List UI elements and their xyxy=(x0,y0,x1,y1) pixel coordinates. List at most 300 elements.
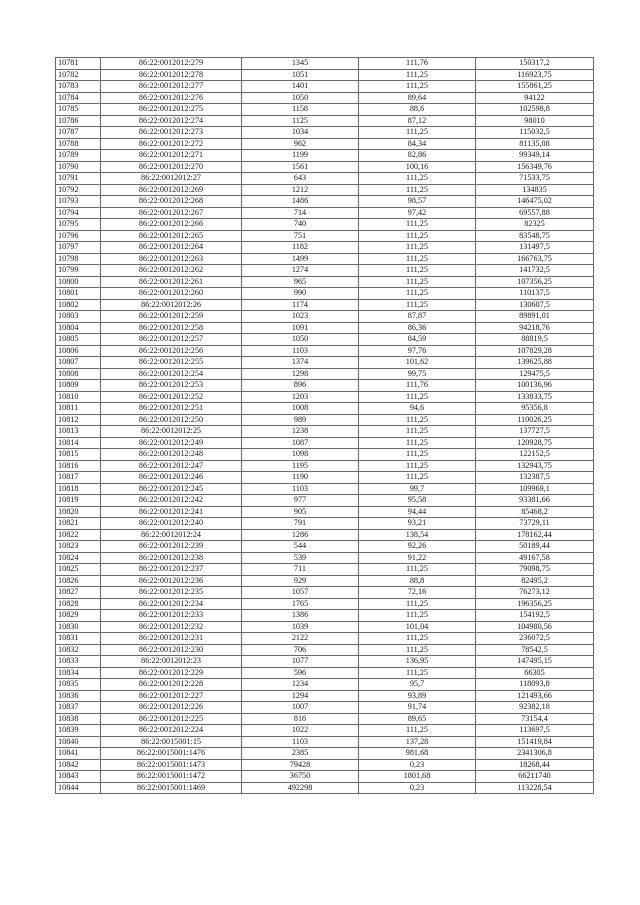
cadastral-value-cell: 18268,44 xyxy=(476,759,594,771)
cadastral-value-cell: 99349,14 xyxy=(476,150,594,162)
cadastral-number-cell: 86:22:0012012:227 xyxy=(101,690,242,702)
unit-value-cell: 84,59 xyxy=(359,334,476,346)
table-row xyxy=(56,150,594,162)
unit-value-cell: 111,25 xyxy=(359,81,476,93)
row-number-cell: 10823 xyxy=(56,541,101,553)
unit-value-cell: 97,76 xyxy=(359,345,476,357)
cadastral-number-cell: 86:22:0012012:26 xyxy=(101,299,242,311)
table-row xyxy=(56,161,594,173)
row-number-cell: 10840 xyxy=(56,736,101,748)
cadastral-value-cell: 82495,2 xyxy=(476,575,594,587)
unit-value-cell: 93,21 xyxy=(359,518,476,530)
cadastral-number-cell: 86:22:0012012:271 xyxy=(101,150,242,162)
cadastral-value-table xyxy=(55,57,594,794)
table-row xyxy=(56,702,594,714)
unit-value-cell: 111,25 xyxy=(359,127,476,139)
table-row xyxy=(56,518,594,530)
row-number-cell: 10794 xyxy=(56,207,101,219)
area-cell: 1234 xyxy=(242,679,359,691)
row-number-cell: 10808 xyxy=(56,368,101,380)
unit-value-cell: 981,68 xyxy=(359,748,476,760)
area-cell: 539 xyxy=(242,552,359,564)
area-cell: 711 xyxy=(242,564,359,576)
row-number-cell: 10800 xyxy=(56,276,101,288)
unit-value-cell: 89,64 xyxy=(359,92,476,104)
row-number-cell: 10798 xyxy=(56,253,101,265)
unit-value-cell: 100,16 xyxy=(359,161,476,173)
unit-value-cell: 111,25 xyxy=(359,242,476,254)
unit-value-cell: 111,25 xyxy=(359,230,476,242)
unit-value-cell: 111,25 xyxy=(359,667,476,679)
cadastral-number-cell: 86:22:0012012:256 xyxy=(101,345,242,357)
area-cell: 1294 xyxy=(242,690,359,702)
unit-value-cell: 82,86 xyxy=(359,150,476,162)
cadastral-number-cell: 86:22:0012012:259 xyxy=(101,311,242,323)
area-cell: 989 xyxy=(242,414,359,426)
cadastral-value-cell: 85468,2 xyxy=(476,506,594,518)
table-row xyxy=(56,368,594,380)
cadastral-number-cell: 86:22:0012012:254 xyxy=(101,368,242,380)
unit-value-cell: 111,25 xyxy=(359,460,476,472)
table-row xyxy=(56,552,594,564)
table-row xyxy=(56,173,594,185)
cadastral-value-cell: 94218,76 xyxy=(476,322,594,334)
cadastral-value-cell: 107829,28 xyxy=(476,345,594,357)
unit-value-cell: 111,25 xyxy=(359,414,476,426)
table-row xyxy=(56,472,594,484)
cadastral-number-cell: 86:22:0012012:274 xyxy=(101,115,242,127)
table-row xyxy=(56,403,594,415)
cadastral-value-cell: 146475,02 xyxy=(476,196,594,208)
cadastral-number-cell: 86:22:0012012:268 xyxy=(101,196,242,208)
cadastral-value-cell: 121493,66 xyxy=(476,690,594,702)
cadastral-number-cell: 86:22:0012012:225 xyxy=(101,713,242,725)
unit-value-cell: 0,23 xyxy=(359,782,476,794)
area-cell: 905 xyxy=(242,506,359,518)
table-row xyxy=(56,92,594,104)
area-cell: 1174 xyxy=(242,299,359,311)
row-number-cell: 10812 xyxy=(56,414,101,426)
area-cell: 1298 xyxy=(242,368,359,380)
area-cell: 1087 xyxy=(242,437,359,449)
cadastral-number-cell: 86:22:0012012:245 xyxy=(101,483,242,495)
table-row xyxy=(56,713,594,725)
cadastral-number-cell: 86:22:0012012:228 xyxy=(101,679,242,691)
unit-value-cell: 95,7 xyxy=(359,679,476,691)
table-row xyxy=(56,667,594,679)
table-row xyxy=(56,782,594,794)
area-cell: 929 xyxy=(242,575,359,587)
row-number-cell: 10783 xyxy=(56,81,101,93)
area-cell: 1274 xyxy=(242,265,359,277)
unit-value-cell: 94,44 xyxy=(359,506,476,518)
table-row xyxy=(56,449,594,461)
row-number-cell: 10788 xyxy=(56,138,101,150)
cadastral-value-cell: 100136,96 xyxy=(476,380,594,392)
cadastral-value-cell: 116923,75 xyxy=(476,69,594,81)
cadastral-number-cell: 86:22:0012012:269 xyxy=(101,184,242,196)
table-row xyxy=(56,115,594,127)
row-number-cell: 10790 xyxy=(56,161,101,173)
row-number-cell: 10826 xyxy=(56,575,101,587)
row-number-cell: 10814 xyxy=(56,437,101,449)
unit-value-cell: 91,74 xyxy=(359,702,476,714)
unit-value-cell: 111,76 xyxy=(359,58,476,70)
cadastral-number-cell: 86:22:0012012:237 xyxy=(101,564,242,576)
area-cell: 492298 xyxy=(242,782,359,794)
cadastral-number-cell: 86:22:0012012:265 xyxy=(101,230,242,242)
cadastral-value-cell: 82325 xyxy=(476,219,594,231)
area-cell: 1034 xyxy=(242,127,359,139)
row-number-cell: 10822 xyxy=(56,529,101,541)
cadastral-value-cell: 120928,75 xyxy=(476,437,594,449)
table-row xyxy=(56,564,594,576)
cadastral-number-cell: 86:22:0012012:247 xyxy=(101,460,242,472)
cadastral-number-cell: 86:22:0012012:249 xyxy=(101,437,242,449)
row-number-cell: 10836 xyxy=(56,690,101,702)
area-cell: 714 xyxy=(242,207,359,219)
cadastral-value-cell: 131497,5 xyxy=(476,242,594,254)
table-row xyxy=(56,598,594,610)
cadastral-number-cell: 86:22:0012012:258 xyxy=(101,322,242,334)
cadastral-value-cell: 154192,5 xyxy=(476,610,594,622)
table-body xyxy=(56,58,594,794)
unit-value-cell: 92,26 xyxy=(359,541,476,553)
row-number-cell: 10802 xyxy=(56,299,101,311)
table-row xyxy=(56,322,594,334)
area-cell: 1039 xyxy=(242,621,359,633)
cadastral-number-cell: 86:22:0012012:224 xyxy=(101,725,242,737)
cadastral-value-cell: 102598,8 xyxy=(476,104,594,116)
cadastral-value-cell: 150317,2 xyxy=(476,58,594,70)
row-number-cell: 10806 xyxy=(56,345,101,357)
document-page xyxy=(55,57,593,794)
table-row xyxy=(56,759,594,771)
area-cell: 36750 xyxy=(242,771,359,783)
table-row xyxy=(56,288,594,300)
area-cell: 1182 xyxy=(242,242,359,254)
unit-value-cell: 111,25 xyxy=(359,276,476,288)
area-cell: 1486 xyxy=(242,196,359,208)
row-number-cell: 10844 xyxy=(56,782,101,794)
cadastral-number-cell: 86:22:0012012:23 xyxy=(101,656,242,668)
cadastral-value-cell: 71533,75 xyxy=(476,173,594,185)
unit-value-cell: 0,23 xyxy=(359,759,476,771)
unit-value-cell: 87,87 xyxy=(359,311,476,323)
cadastral-value-cell: 104980,56 xyxy=(476,621,594,633)
cadastral-number-cell: 86:22:0012012:240 xyxy=(101,518,242,530)
table-row xyxy=(56,633,594,645)
cadastral-number-cell: 86:22:0012012:266 xyxy=(101,219,242,231)
cadastral-value-cell: 94122 xyxy=(476,92,594,104)
cadastral-number-cell: 86:22:0012012:257 xyxy=(101,334,242,346)
cadastral-value-cell: 113228,54 xyxy=(476,782,594,794)
table-row xyxy=(56,725,594,737)
cadastral-value-cell: 88819,5 xyxy=(476,334,594,346)
unit-value-cell: 101,04 xyxy=(359,621,476,633)
table-row xyxy=(56,656,594,668)
unit-value-cell: 1801,68 xyxy=(359,771,476,783)
row-number-cell: 10797 xyxy=(56,242,101,254)
area-cell: 643 xyxy=(242,173,359,185)
table-row xyxy=(56,265,594,277)
unit-value-cell: 111,25 xyxy=(359,173,476,185)
row-number-cell: 10782 xyxy=(56,69,101,81)
cadastral-value-cell: 137727,5 xyxy=(476,426,594,438)
area-cell: 896 xyxy=(242,380,359,392)
unit-value-cell: 86,36 xyxy=(359,322,476,334)
cadastral-value-cell: 129475,5 xyxy=(476,368,594,380)
unit-value-cell: 93,89 xyxy=(359,690,476,702)
row-number-cell: 10834 xyxy=(56,667,101,679)
row-number-cell: 10815 xyxy=(56,449,101,461)
cadastral-value-cell: 110137,5 xyxy=(476,288,594,300)
area-cell: 1077 xyxy=(242,656,359,668)
row-number-cell: 10829 xyxy=(56,610,101,622)
row-number-cell: 10807 xyxy=(56,357,101,369)
cadastral-value-cell: 69557,88 xyxy=(476,207,594,219)
unit-value-cell: 137,28 xyxy=(359,736,476,748)
row-number-cell: 10842 xyxy=(56,759,101,771)
area-cell: 2122 xyxy=(242,633,359,645)
row-number-cell: 10835 xyxy=(56,679,101,691)
unit-value-cell: 138,54 xyxy=(359,529,476,541)
table-row xyxy=(56,334,594,346)
row-number-cell: 10817 xyxy=(56,472,101,484)
row-number-cell: 10786 xyxy=(56,115,101,127)
area-cell: 1103 xyxy=(242,345,359,357)
unit-value-cell: 111,25 xyxy=(359,610,476,622)
area-cell: 1401 xyxy=(242,81,359,93)
unit-value-cell: 111,25 xyxy=(359,633,476,645)
cadastral-value-cell: 73154,4 xyxy=(476,713,594,725)
table-row xyxy=(56,541,594,553)
unit-value-cell: 72,16 xyxy=(359,587,476,599)
cadastral-value-cell: 83548,75 xyxy=(476,230,594,242)
area-cell: 740 xyxy=(242,219,359,231)
cadastral-number-cell: 86:22:0012012:262 xyxy=(101,265,242,277)
area-cell: 1238 xyxy=(242,426,359,438)
cadastral-number-cell: 86:22:0012012:250 xyxy=(101,414,242,426)
table-row xyxy=(56,276,594,288)
area-cell: 1212 xyxy=(242,184,359,196)
table-row xyxy=(56,253,594,265)
unit-value-cell: 111,25 xyxy=(359,219,476,231)
area-cell: 1091 xyxy=(242,322,359,334)
area-cell: 990 xyxy=(242,288,359,300)
cadastral-number-cell: 86:22:0012012:232 xyxy=(101,621,242,633)
cadastral-value-cell: 151419,84 xyxy=(476,736,594,748)
area-cell: 1098 xyxy=(242,449,359,461)
unit-value-cell: 91,22 xyxy=(359,552,476,564)
cadastral-value-cell: 109969,1 xyxy=(476,483,594,495)
unit-value-cell: 111,76 xyxy=(359,380,476,392)
cadastral-number-cell: 86:22:0012012:261 xyxy=(101,276,242,288)
cadastral-value-cell: 132387,5 xyxy=(476,472,594,484)
cadastral-number-cell: 86:22:0012012:234 xyxy=(101,598,242,610)
cadastral-number-cell: 86:22:0015001:1473 xyxy=(101,759,242,771)
unit-value-cell: 94,6 xyxy=(359,403,476,415)
cadastral-value-cell: 93381,66 xyxy=(476,495,594,507)
cadastral-number-cell: 86:22:0012012:231 xyxy=(101,633,242,645)
area-cell: 791 xyxy=(242,518,359,530)
row-number-cell: 10838 xyxy=(56,713,101,725)
cadastral-value-cell: 2341306,8 xyxy=(476,748,594,760)
cadastral-number-cell: 86:22:0012012:264 xyxy=(101,242,242,254)
table-row xyxy=(56,529,594,541)
cadastral-number-cell: 86:22:0012012:25 xyxy=(101,426,242,438)
area-cell: 1158 xyxy=(242,104,359,116)
table-row xyxy=(56,426,594,438)
cadastral-number-cell: 86:22:0012012:276 xyxy=(101,92,242,104)
row-number-cell: 10837 xyxy=(56,702,101,714)
area-cell: 1386 xyxy=(242,610,359,622)
table-row xyxy=(56,219,594,231)
cadastral-number-cell: 86:22:0015001:1469 xyxy=(101,782,242,794)
area-cell: 1022 xyxy=(242,725,359,737)
unit-value-cell: 111,25 xyxy=(359,564,476,576)
row-number-cell: 10831 xyxy=(56,633,101,645)
table-row xyxy=(56,437,594,449)
area-cell: 1103 xyxy=(242,736,359,748)
row-number-cell: 10843 xyxy=(56,771,101,783)
table-row xyxy=(56,587,594,599)
table-row xyxy=(56,736,594,748)
table-row xyxy=(56,414,594,426)
unit-value-cell: 87,12 xyxy=(359,115,476,127)
area-cell: 544 xyxy=(242,541,359,553)
cadastral-number-cell: 86:22:0012012:236 xyxy=(101,575,242,587)
unit-value-cell: 97,42 xyxy=(359,207,476,219)
cadastral-value-cell: 196356,25 xyxy=(476,598,594,610)
table-row xyxy=(56,748,594,760)
row-number-cell: 10833 xyxy=(56,656,101,668)
cadastral-value-cell: 113697,5 xyxy=(476,725,594,737)
unit-value-cell: 111,25 xyxy=(359,253,476,265)
table-row xyxy=(56,138,594,150)
cadastral-number-cell: 86:22:0015001:1476 xyxy=(101,748,242,760)
cadastral-number-cell: 86:22:0012012:233 xyxy=(101,610,242,622)
cadastral-value-cell: 178162,44 xyxy=(476,529,594,541)
row-number-cell: 10784 xyxy=(56,92,101,104)
cadastral-number-cell: 86:22:0012012:277 xyxy=(101,81,242,93)
cadastral-value-cell: 66305 xyxy=(476,667,594,679)
table-row xyxy=(56,690,594,702)
row-number-cell: 10818 xyxy=(56,483,101,495)
row-number-cell: 10799 xyxy=(56,265,101,277)
cadastral-value-cell: 115032,5 xyxy=(476,127,594,139)
area-cell: 1007 xyxy=(242,702,359,714)
unit-value-cell: 98,57 xyxy=(359,196,476,208)
cadastral-number-cell: 86:22:0015001:15 xyxy=(101,736,242,748)
table-row xyxy=(56,311,594,323)
unit-value-cell: 111,25 xyxy=(359,69,476,81)
cadastral-number-cell: 86:22:0012012:279 xyxy=(101,58,242,70)
cadastral-value-cell: 134835 xyxy=(476,184,594,196)
area-cell: 1190 xyxy=(242,472,359,484)
cadastral-number-cell: 86:22:0012012:252 xyxy=(101,391,242,403)
cadastral-value-cell: 141732,5 xyxy=(476,265,594,277)
table-row xyxy=(56,104,594,116)
row-number-cell: 10813 xyxy=(56,426,101,438)
unit-value-cell: 111,25 xyxy=(359,426,476,438)
cadastral-value-cell: 89891,01 xyxy=(476,311,594,323)
cadastral-number-cell: 86:22:0012012:267 xyxy=(101,207,242,219)
cadastral-number-cell: 86:22:0012012:239 xyxy=(101,541,242,553)
row-number-cell: 10810 xyxy=(56,391,101,403)
row-number-cell: 10820 xyxy=(56,506,101,518)
cadastral-value-cell: 73729,11 xyxy=(476,518,594,530)
table-row xyxy=(56,242,594,254)
row-number-cell: 10811 xyxy=(56,403,101,415)
cadastral-number-cell: 86:22:0012012:235 xyxy=(101,587,242,599)
cadastral-value-cell: 122152,5 xyxy=(476,449,594,461)
table-row xyxy=(56,230,594,242)
cadastral-number-cell: 86:22:0012012:278 xyxy=(101,69,242,81)
area-cell: 977 xyxy=(242,495,359,507)
table-row xyxy=(56,69,594,81)
cadastral-value-cell: 166763,75 xyxy=(476,253,594,265)
cadastral-number-cell: 86:22:0012012:251 xyxy=(101,403,242,415)
cadastral-number-cell: 86:22:0012012:272 xyxy=(101,138,242,150)
row-number-cell: 10804 xyxy=(56,322,101,334)
unit-value-cell: 99,7 xyxy=(359,483,476,495)
unit-value-cell: 111,25 xyxy=(359,437,476,449)
cadastral-value-cell: 133833,75 xyxy=(476,391,594,403)
cadastral-value-cell: 130607,5 xyxy=(476,299,594,311)
row-number-cell: 10793 xyxy=(56,196,101,208)
row-number-cell: 10795 xyxy=(56,219,101,231)
table-row xyxy=(56,81,594,93)
area-cell: 1008 xyxy=(242,403,359,415)
table-row xyxy=(56,58,594,70)
cadastral-number-cell: 86:22:0015001:1472 xyxy=(101,771,242,783)
row-number-cell: 10791 xyxy=(56,173,101,185)
row-number-cell: 10825 xyxy=(56,564,101,576)
row-number-cell: 10841 xyxy=(56,748,101,760)
row-number-cell: 10824 xyxy=(56,552,101,564)
row-number-cell: 10796 xyxy=(56,230,101,242)
unit-value-cell: 89,65 xyxy=(359,713,476,725)
cadastral-value-cell: 81135,08 xyxy=(476,138,594,150)
cadastral-number-cell: 86:22:0012012:230 xyxy=(101,644,242,656)
cadastral-number-cell: 86:22:0012012:27 xyxy=(101,173,242,185)
row-number-cell: 10787 xyxy=(56,127,101,139)
area-cell: 79428 xyxy=(242,759,359,771)
unit-value-cell: 99,75 xyxy=(359,368,476,380)
area-cell: 2385 xyxy=(242,748,359,760)
row-number-cell: 10803 xyxy=(56,311,101,323)
cadastral-value-cell: 50189,44 xyxy=(476,541,594,553)
area-cell: 1203 xyxy=(242,391,359,403)
unit-value-cell: 95,58 xyxy=(359,495,476,507)
cadastral-number-cell: 86:22:0012012:263 xyxy=(101,253,242,265)
cadastral-value-cell: 98010 xyxy=(476,115,594,127)
area-cell: 965 xyxy=(242,276,359,288)
row-number-cell: 10830 xyxy=(56,621,101,633)
table-row xyxy=(56,196,594,208)
table-row xyxy=(56,610,594,622)
cadastral-number-cell: 86:22:0012012:246 xyxy=(101,472,242,484)
area-cell: 751 xyxy=(242,230,359,242)
table-row xyxy=(56,644,594,656)
unit-value-cell: 111,25 xyxy=(359,725,476,737)
cadastral-number-cell: 86:22:0012012:260 xyxy=(101,288,242,300)
unit-value-cell: 88,6 xyxy=(359,104,476,116)
cadastral-value-cell: 139625,88 xyxy=(476,357,594,369)
cadastral-number-cell: 86:22:0012012:255 xyxy=(101,357,242,369)
cadastral-number-cell: 86:22:0012012:229 xyxy=(101,667,242,679)
